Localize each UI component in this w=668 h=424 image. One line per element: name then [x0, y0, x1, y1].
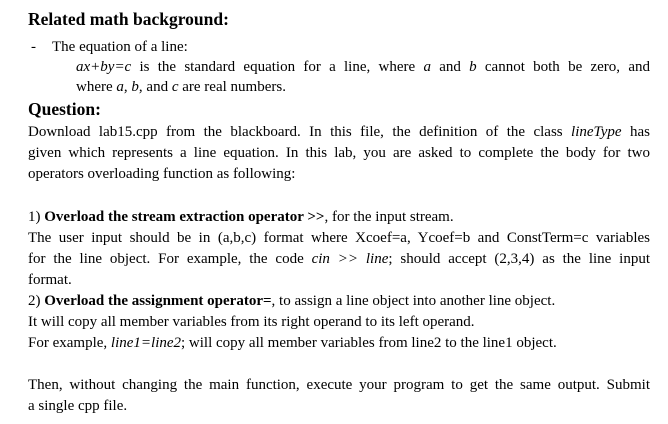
where-var-b: b: [131, 79, 139, 95]
where-var-a: a: [116, 79, 124, 95]
item2-title-rest: , to assign a line object into another line object.: [271, 293, 556, 309]
question-line-3: operators overloading function as following:: [28, 166, 296, 182]
where-pre: where: [76, 79, 117, 95]
item2-number: 2): [28, 293, 45, 309]
question-text-b: has: [621, 124, 651, 140]
where-line: [76, 77, 286, 97]
item2-title-line: [28, 291, 555, 311]
where-and: , and: [138, 79, 172, 95]
equation-text-and: and: [430, 59, 470, 75]
class-name: lineType: [571, 124, 622, 140]
bullet-dash: -: [31, 39, 36, 55]
item1-title-line: [28, 207, 454, 227]
question-line-1: [28, 122, 650, 142]
background-heading: Related math background:: [28, 9, 229, 29]
item1-number: 1): [28, 209, 45, 225]
equation-line: [76, 57, 650, 77]
item2-code: line1=line2: [110, 335, 182, 351]
item1-line-2: The user input should be in (a,b,c) format where Xcoef=a, Ycoef=b and ConstTerm=c variables: [28, 230, 650, 246]
equation-text-b: cannot both be zero, and: [476, 59, 650, 75]
item1-line3-a: for the line object. For example, the code: [28, 251, 312, 267]
question-line-2: given which represents a line equation. In this lab, you are asked to complete the body for two: [28, 145, 650, 161]
where-var-c: c: [171, 79, 179, 95]
where-comma: ,: [123, 79, 132, 95]
item1-title: Overload the stream extraction operator >>: [44, 209, 325, 225]
item1-code: cin >> line: [311, 251, 389, 267]
bullet-text: The equation of a line:: [52, 39, 188, 55]
item1-line-4: format.: [28, 272, 72, 288]
item2-line-2: It will copy all member variables from its right operand to its left operand.: [28, 314, 475, 330]
item1-line-3: [28, 249, 650, 269]
equation-var-a: a: [423, 59, 431, 75]
equation-text-a: is the standard equation for a line, where: [131, 59, 424, 75]
item1-line3-b: ; should accept (2,3,4) as the line input: [388, 251, 651, 267]
where-post: are real numbers.: [178, 79, 286, 95]
closing-line-1: Then, without changing the main function, execute your program to get the same output. Submit: [28, 377, 650, 393]
item2-title: Overload the assignment operator=: [44, 293, 272, 309]
equation-var-b: b: [469, 59, 477, 75]
closing-line-2: a single cpp file.: [28, 398, 128, 414]
item1-title-rest: , for the input stream.: [324, 209, 454, 225]
item2-line-3: [28, 333, 557, 353]
equation: ax+by=c: [76, 59, 132, 75]
item2-line3-a: For example,: [28, 335, 111, 351]
question-heading: Question:: [28, 99, 101, 119]
item2-line3-b: ; will copy all member variables from line2 to the line1 object.: [181, 335, 557, 351]
question-text-a: Download lab15.cpp from the blackboard. In this file, the definition of the class: [28, 124, 572, 140]
